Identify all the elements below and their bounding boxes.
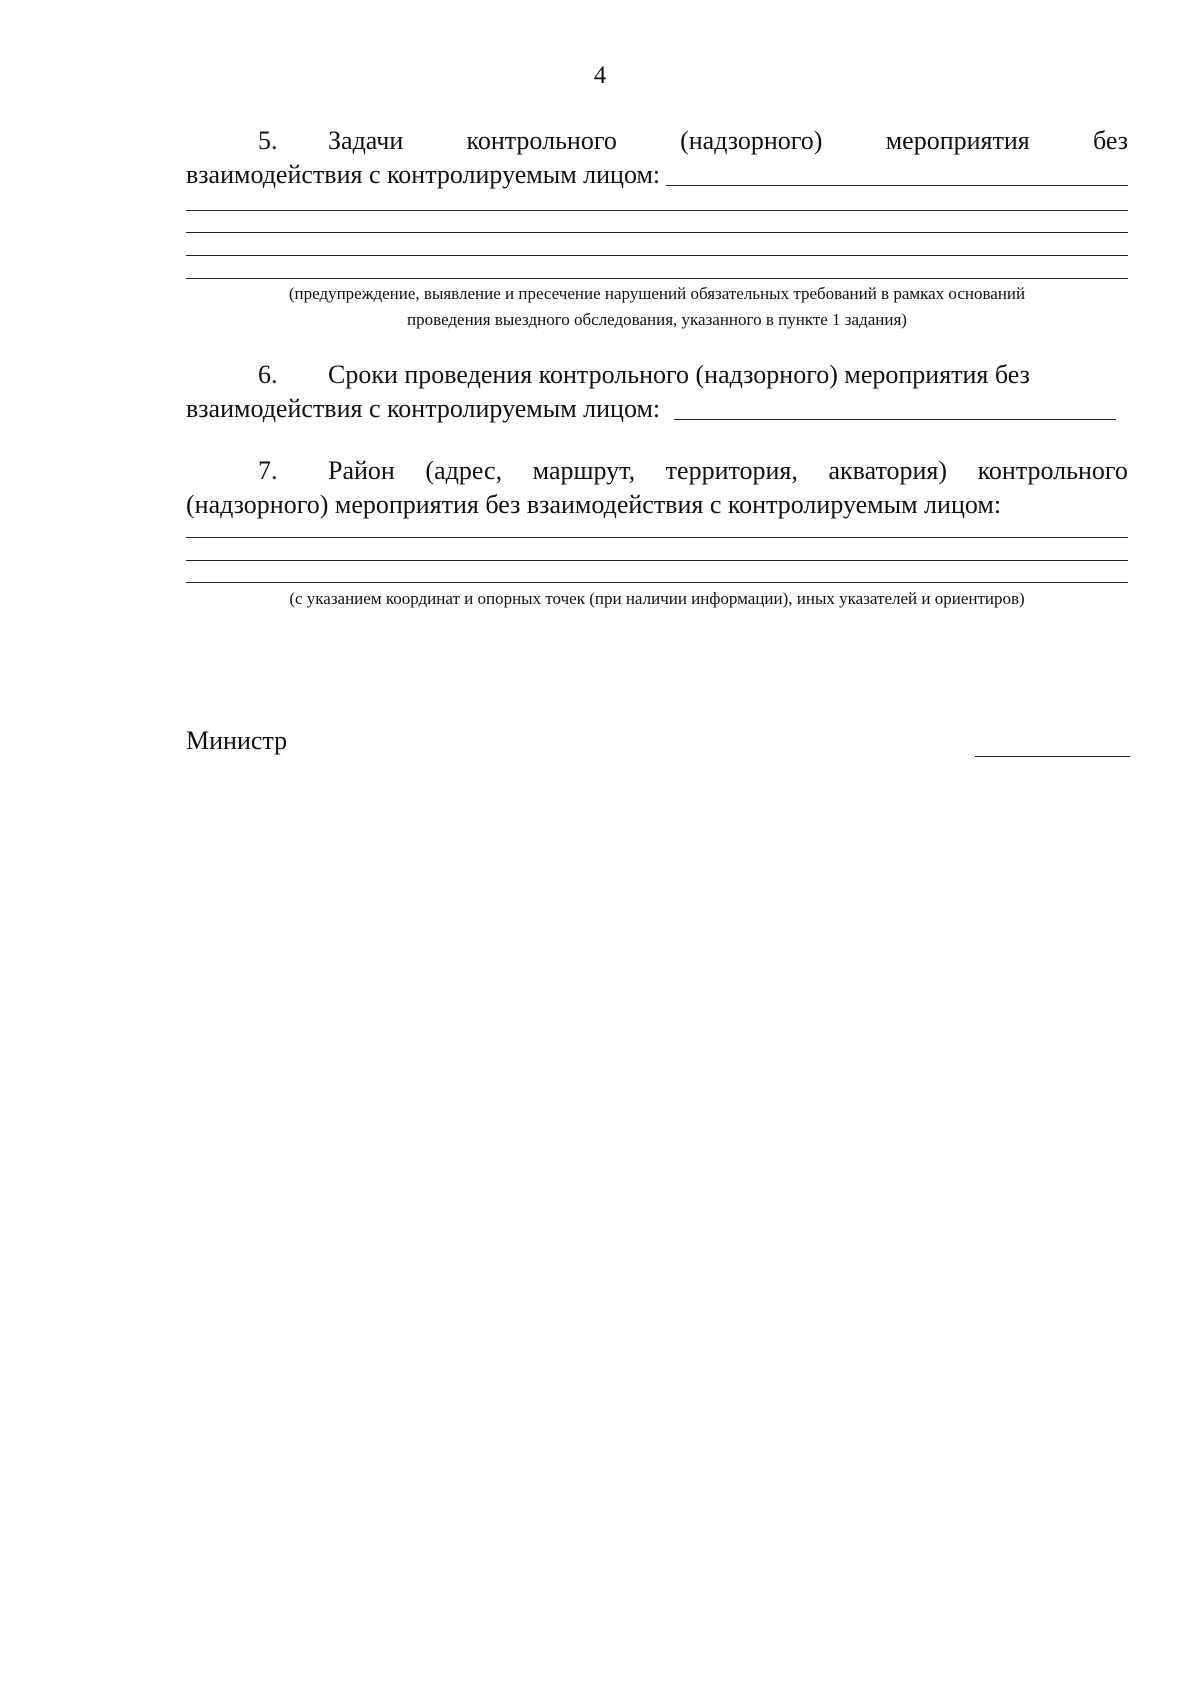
section-5-note-line-2: проведения выездного обследования, указанного в пункте 1 задания) — [407, 310, 907, 329]
section-7-blank-line[interactable] — [186, 537, 1128, 538]
section-6-line-2-text: взаимодействия с контролируемым лицом: — [186, 394, 661, 423]
section-6-line-1-text: Сроки проведения контрольного (надзорного) мероприятия без — [328, 360, 1030, 389]
section-7-line-2 — [186, 488, 1128, 522]
page-number: 4 — [593, 62, 607, 89]
section-7-word: (адрес, — [425, 456, 503, 485]
section-5-word: (надзорного) — [680, 126, 823, 155]
section-7-word: акватория) — [828, 456, 948, 485]
section-7-blank-line[interactable] — [186, 582, 1128, 583]
section-7-word: Район — [328, 456, 395, 485]
section-6-line-2 — [186, 392, 1116, 426]
signature-line[interactable] — [975, 756, 1130, 757]
section-5-blank-line[interactable] — [186, 278, 1128, 279]
section-7-lead — [186, 454, 395, 488]
section-5-line-2-text: взаимодействия с контролируемым лицом: — [186, 160, 661, 189]
section-7-blank-line[interactable] — [186, 560, 1128, 561]
section-5-number: 5. — [258, 126, 278, 155]
section-6-number: 6. — [258, 360, 278, 389]
section-7-line-2-text: (надзорного) мероприятия без взаимодействия с контролируемым лицом: — [186, 490, 1002, 519]
section-5-fill-line[interactable] — [666, 158, 1128, 186]
section-5-blank-line[interactable] — [186, 255, 1128, 256]
section-5-blank-line[interactable] — [186, 210, 1128, 211]
section-7 — [186, 454, 1128, 522]
section-5-line-2 — [186, 158, 1128, 192]
section-7-word: маршрут, — [532, 456, 636, 485]
section-5-word: контрольного — [466, 126, 617, 155]
section-5-lead — [186, 124, 403, 158]
section-6 — [186, 358, 1128, 426]
section-7-word: территория, — [665, 456, 798, 485]
section-5-word: Задачи — [328, 126, 404, 155]
section-7-line-1 — [186, 454, 1128, 488]
section-7-word: контрольного — [977, 456, 1128, 485]
section-5-note-line-1: (предупреждение, выявление и пресечение нарушений обязательных требований в рамках оснований — [288, 284, 1026, 303]
section-5-line-1 — [186, 124, 1128, 158]
section-6-fill-line[interactable] — [674, 392, 1116, 420]
section-6-line-1 — [186, 358, 1128, 392]
section-5-note — [186, 281, 1128, 333]
section-7-note: (с указанием координат и опорных точек (при наличии информации), иных указателей и ориентиров) — [289, 589, 1025, 608]
section-5-word: без — [1092, 126, 1128, 155]
signature-title: Министр — [186, 726, 288, 755]
section-7-number: 7. — [258, 456, 278, 485]
section-5 — [186, 124, 1128, 192]
section-5-blank-line[interactable] — [186, 232, 1128, 233]
section-5-word: мероприятия — [885, 126, 1030, 155]
